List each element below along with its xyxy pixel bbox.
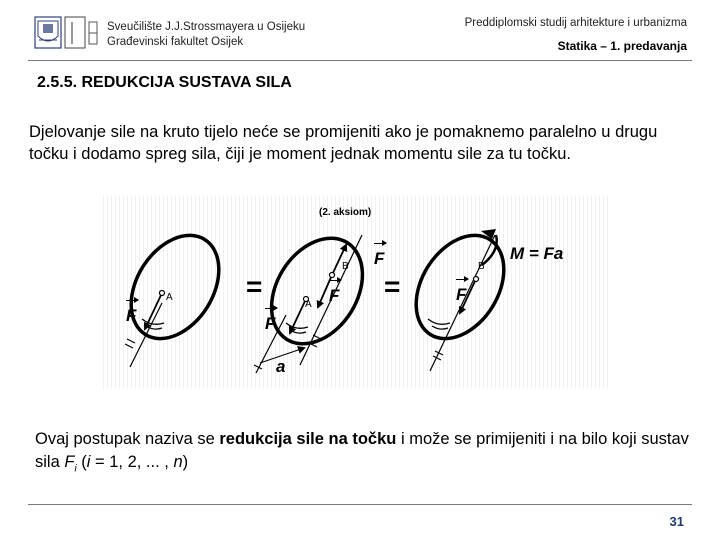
study-program: Preddiplomski studij arhitekture i urbanizma [464,17,687,29]
force-label-2c: F [329,280,341,306]
point-a-1 [160,291,165,296]
point-b-2 [330,273,335,278]
label-point-b-2: B [342,261,349,272]
section-heading: 2.5.5. REDUKCIJA SUSTAVA SILA [37,74,292,91]
force-label-1: F [126,300,138,326]
vector-arrow-icon [329,280,341,285]
footer-divider [28,504,692,505]
summary-emphasis: redukcija sile na točku [219,430,397,448]
faculty-name: Građevinski fakultet Osijek [107,36,244,48]
body-2-hatch [290,330,306,333]
force-label-3: F [456,279,468,305]
force-symbol: F [64,453,75,471]
force-subscript: i [74,463,77,475]
equals-sign-1: = [246,271,263,302]
force-label-2b: F [374,243,386,269]
body-1-hatch [146,326,162,329]
body-3-hatch [432,326,448,329]
index-symbol: i [86,453,91,471]
tick-marks [125,339,135,348]
force-reduction-figure [100,195,610,390]
label-point-a-2: A [305,299,312,310]
force-label-2a: F [265,308,277,334]
lecture-title: Statika – 1. predavanja [557,39,687,53]
count-symbol: n [173,453,183,471]
vector-arrow-icon [126,300,138,305]
vector-arrow-icon [374,243,386,248]
body-3-hatch [428,319,450,324]
arm-label: a [276,357,286,376]
vector-arrow-icon [456,279,468,284]
intro-paragraph: Djelovanje sile na kruto tijelo neće se promijeniti ako je pomaknemo paralelno u drugu točku i dodamo spreg sila, čiji je moment jednak momentu sile za tu točku. [29,123,658,163]
body-1 [113,219,237,367]
body-2-hatch [286,323,308,328]
page-number: 31 [669,514,684,529]
institution-block [107,20,305,50]
label-point-a-1: A [166,292,173,303]
vector-arrow-icon [265,308,277,313]
label-point-b-3: B [478,261,485,272]
equals-sign-2: = [384,271,401,302]
axiom-caption: (2. aksiom) [319,207,372,218]
body-2-outline [253,221,381,360]
header-divider [28,60,692,61]
summary-paragraph: Ovaj postupak naziva se redukcija sile na točku i može se primijeniti i na bilo koji sustav sila $F_i$ (i = 1, 2, ... , n) [35,430,689,475]
body-1-outline [113,219,237,354]
university-logo [34,16,98,50]
moment-label: M = Fa [510,244,564,263]
point-b-3 [474,277,479,282]
figure-drawing [100,195,610,390]
body-2 [253,221,381,373]
university-name: Sveučilište J.J.Strossmayera u Osijeku [107,21,306,33]
